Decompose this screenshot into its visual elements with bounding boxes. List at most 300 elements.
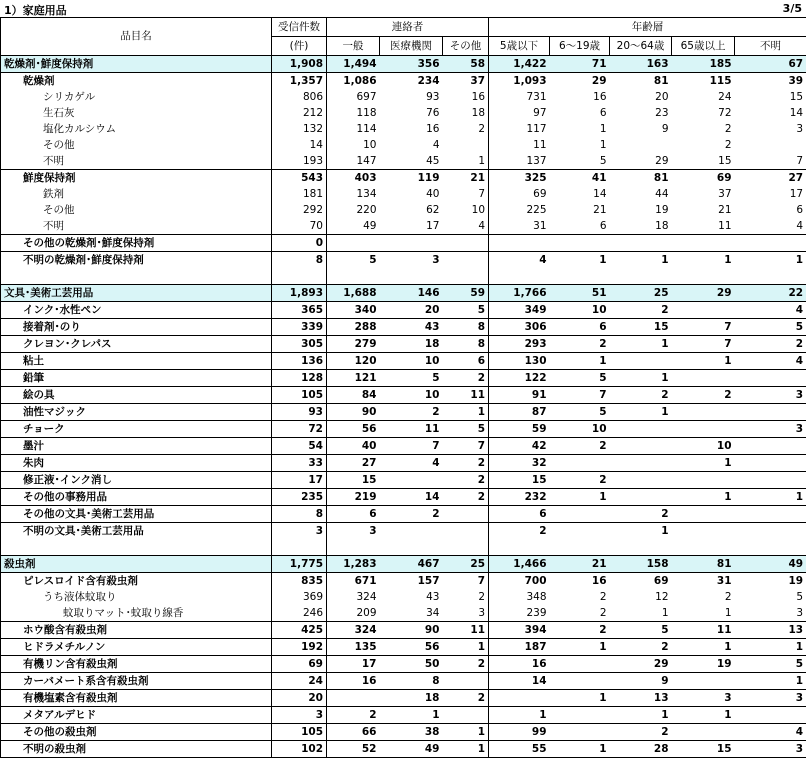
- value-cell: 67: [735, 56, 806, 73]
- value-cell: 15: [327, 472, 380, 489]
- value-cell: [550, 724, 610, 741]
- subcategory-row: [1, 741, 806, 758]
- value-cell: 697: [327, 89, 380, 105]
- value-cell: 51: [550, 285, 610, 302]
- value-cell: 21: [443, 170, 489, 187]
- value-cell: 2: [724, 122, 732, 135]
- value-cell: [550, 506, 610, 523]
- value-cell: 135: [327, 639, 380, 656]
- value-cell: [672, 472, 735, 489]
- subcategory-row: [1, 73, 806, 90]
- value-cell: [550, 656, 610, 673]
- value-cell: 7: [380, 438, 443, 455]
- value-cell: 132: [272, 121, 327, 137]
- item-name: 文具･美術工芸用品: [1, 285, 272, 302]
- item-name: 絵の具: [1, 387, 272, 404]
- value-cell: [550, 235, 610, 252]
- value-cell: 340: [327, 302, 380, 319]
- value-cell: 2: [380, 404, 443, 421]
- value-cell: 2: [443, 489, 489, 506]
- header-age-20-64: 20～64歳: [610, 37, 672, 56]
- value-cell: 17: [735, 186, 806, 202]
- value-cell: 10: [380, 353, 443, 370]
- value-cell: 33: [272, 455, 327, 472]
- value-cell: [550, 707, 610, 724]
- header-received-unit: (件): [272, 37, 327, 56]
- value-cell: 42: [489, 438, 550, 455]
- value-cell: 28: [610, 741, 672, 758]
- value-cell: 69: [653, 574, 669, 587]
- value-cell: 1: [550, 639, 610, 656]
- value-cell: [735, 370, 806, 387]
- value-cell: 72: [272, 421, 327, 438]
- value-cell: [672, 523, 735, 540]
- value-cell: 29: [610, 656, 672, 673]
- value-cell: 45: [426, 154, 440, 167]
- value-cell: 1: [443, 639, 489, 656]
- table-header: [1, 18, 806, 56]
- value-cell: 4: [735, 353, 806, 370]
- value-cell: [672, 404, 735, 421]
- value-cell: 105: [272, 724, 327, 741]
- value-cell: 2: [610, 387, 672, 404]
- item-name: 不明の乾燥剤･鮮度保持剤: [1, 252, 272, 269]
- item-name: その他の乾燥剤･鮮度保持剤: [1, 235, 272, 252]
- header-contact-medical: 医療機関: [380, 37, 443, 56]
- value-cell: [735, 137, 806, 153]
- value-cell: 121: [327, 370, 380, 387]
- value-cell: [610, 438, 672, 455]
- detail-row: [1, 105, 806, 121]
- value-cell: 2: [380, 506, 443, 523]
- value-cell: [610, 421, 672, 438]
- item-name: チョーク: [1, 421, 272, 438]
- subcategory-row: [1, 170, 806, 187]
- value-cell: [380, 235, 443, 252]
- value-cell: 14: [593, 187, 607, 200]
- value-cell: 2: [724, 590, 732, 603]
- detail-row: [1, 153, 806, 170]
- value-cell: 11: [489, 137, 550, 153]
- value-cell: 235: [272, 489, 327, 506]
- value-cell: 1: [672, 707, 735, 724]
- value-cell: 97: [489, 105, 550, 121]
- item-name: 鉄剤: [1, 186, 272, 202]
- value-cell: 2: [672, 387, 735, 404]
- value-cell: 2: [478, 122, 486, 135]
- value-cell: 69: [672, 170, 735, 187]
- value-cell: [735, 523, 806, 540]
- item-name: 有機塩素含有殺虫剤: [1, 690, 272, 707]
- value-cell: 731: [489, 89, 550, 105]
- value-cell: 102: [272, 741, 327, 758]
- value-cell: 1: [550, 252, 610, 269]
- subcategory-row: [1, 404, 806, 421]
- value-cell: 163: [610, 56, 672, 73]
- value-cell: 8: [272, 506, 327, 523]
- value-cell: 157: [417, 574, 440, 587]
- item-name: 不明: [1, 153, 272, 170]
- item-name: 生石灰: [1, 105, 272, 121]
- value-cell: 365: [272, 302, 327, 319]
- value-cell: 403: [327, 170, 380, 187]
- value-cell: 66: [327, 724, 380, 741]
- value-cell: 76: [426, 106, 440, 119]
- value-cell: 8: [443, 336, 489, 353]
- item-name: クレヨン･クレパス: [1, 336, 272, 353]
- value-cell: 16: [471, 90, 486, 103]
- value-cell: 3: [672, 690, 735, 707]
- value-cell: 23: [655, 106, 669, 119]
- value-cell: 9: [661, 122, 669, 135]
- value-cell: 2: [610, 639, 672, 656]
- item-name: うち液体蚊取り: [1, 589, 272, 605]
- section-title: 1）家庭用品: [4, 4, 67, 17]
- item-name: ヒドラメチルノン: [1, 639, 272, 656]
- value-cell: 14: [489, 673, 550, 690]
- value-cell: 2: [661, 303, 669, 316]
- value-cell: 700: [489, 573, 550, 590]
- value-cell: 20: [655, 90, 669, 103]
- value-cell: 114: [327, 121, 380, 137]
- value-cell: 21: [550, 556, 610, 573]
- value-cell: 212: [272, 105, 327, 121]
- value-cell: 12: [655, 590, 669, 603]
- subcategory-row: [1, 252, 806, 269]
- value-cell: 14: [380, 489, 443, 506]
- value-cell: 1: [610, 370, 672, 387]
- header-age-6-19: 6～19歳: [550, 37, 610, 56]
- value-cell: 69: [489, 186, 550, 202]
- value-cell: [672, 421, 735, 438]
- value-cell: 5: [599, 154, 607, 167]
- value-cell: 2: [550, 472, 610, 489]
- value-cell: 19: [655, 203, 669, 216]
- value-cell: 31: [489, 218, 550, 235]
- value-cell: 467: [380, 556, 443, 573]
- value-cell: 8: [272, 252, 327, 269]
- value-cell: 209: [327, 605, 380, 622]
- value-cell: 50: [380, 656, 443, 673]
- item-name: 蚊取りマット･蚊取り線香: [1, 605, 272, 622]
- value-cell: [735, 707, 806, 724]
- value-cell: [735, 438, 806, 455]
- value-cell: 1: [610, 336, 672, 353]
- value-cell: 5: [735, 319, 806, 336]
- value-cell: 158: [610, 556, 672, 573]
- item-name: 塩化カルシウム: [1, 121, 272, 137]
- value-cell: 16: [426, 122, 440, 135]
- value-cell: 62: [426, 203, 440, 216]
- value-cell: 40: [327, 438, 380, 455]
- value-cell: 27: [735, 170, 806, 187]
- value-cell: 81: [672, 556, 735, 573]
- value-cell: [672, 302, 735, 319]
- value-cell: 543: [272, 170, 327, 187]
- value-cell: 1: [550, 741, 610, 758]
- value-cell: 24: [272, 673, 327, 690]
- item-name: 鮮度保持剤: [1, 170, 272, 187]
- item-name: その他: [1, 202, 272, 218]
- subcategory-row: [1, 707, 806, 724]
- value-cell: 1,688: [327, 285, 380, 302]
- header-received: 受信件数: [272, 18, 327, 37]
- value-cell: [672, 370, 735, 387]
- value-cell: 16: [489, 656, 550, 673]
- item-name: インク･水性ペン: [1, 302, 272, 319]
- value-cell: 187: [489, 639, 550, 656]
- value-cell: 1: [724, 606, 732, 619]
- value-cell: 2: [443, 370, 489, 387]
- value-cell: 25: [443, 556, 489, 573]
- item-name: ホウ酸含有殺虫剤: [1, 622, 272, 639]
- header-age-unknown: 不明: [735, 37, 806, 56]
- value-cell: [380, 472, 443, 489]
- subcategory-row: [1, 421, 806, 438]
- category-row: [1, 556, 806, 573]
- value-cell: 40: [426, 187, 440, 200]
- page-header: [0, 0, 806, 17]
- value-cell: 6: [327, 506, 380, 523]
- value-cell: 1: [550, 353, 610, 370]
- value-cell: 6: [599, 106, 607, 119]
- item-name: 乾燥剤: [1, 73, 272, 90]
- value-cell: 49: [327, 218, 380, 235]
- value-cell: 31: [716, 574, 732, 587]
- subcategory-row: [1, 438, 806, 455]
- value-cell: 10: [471, 203, 486, 216]
- value-cell: 20: [272, 690, 327, 707]
- value-cell: 219: [327, 489, 380, 506]
- value-cell: 38: [380, 724, 443, 741]
- value-cell: 55: [489, 741, 550, 758]
- value-cell: 20: [424, 303, 440, 316]
- value-cell: 39: [735, 73, 806, 90]
- value-cell: 32: [489, 455, 550, 472]
- value-cell: 7: [672, 319, 735, 336]
- value-cell: 7: [443, 438, 489, 455]
- value-cell: 34: [426, 606, 440, 619]
- value-cell: 1,775: [272, 556, 327, 573]
- value-cell: 15: [735, 89, 806, 105]
- value-cell: 84: [327, 387, 380, 404]
- value-cell: 2: [489, 523, 550, 540]
- value-cell: 292: [272, 202, 327, 218]
- value-cell: 2: [443, 472, 489, 489]
- value-cell: 120: [327, 353, 380, 370]
- spacer-row: [1, 539, 806, 556]
- value-cell: 1,283: [327, 556, 380, 573]
- value-cell: 10: [550, 421, 610, 438]
- item-name: その他: [1, 137, 272, 153]
- value-cell: 18: [380, 336, 443, 353]
- value-cell: 232: [489, 489, 550, 506]
- value-cell: 19: [672, 656, 735, 673]
- value-cell: 1: [599, 138, 607, 151]
- value-cell: 10: [591, 303, 607, 316]
- value-cell: 29: [672, 285, 735, 302]
- value-cell: 1: [672, 353, 735, 370]
- value-cell: 425: [272, 622, 327, 639]
- spacer-row: [1, 268, 806, 285]
- value-cell: 17: [426, 219, 440, 232]
- value-cell: 1: [610, 252, 672, 269]
- item-name: 有機リン含有殺虫剤: [1, 656, 272, 673]
- value-cell: [735, 506, 806, 523]
- value-cell: 1: [672, 455, 735, 472]
- value-cell: 2: [550, 336, 610, 353]
- value-cell: 43: [426, 590, 440, 603]
- value-cell: 3: [272, 523, 327, 540]
- value-cell: 122: [489, 370, 550, 387]
- value-cell: 3: [735, 421, 806, 438]
- table-body: [1, 56, 806, 758]
- value-cell: 1,908: [272, 56, 327, 73]
- value-cell: [443, 137, 489, 153]
- value-cell: 1: [443, 404, 489, 421]
- value-cell: 1,357: [272, 73, 327, 90]
- subcategory-row: [1, 489, 806, 506]
- value-cell: 2: [610, 724, 672, 741]
- detail-row: [1, 186, 806, 202]
- value-cell: [443, 235, 489, 252]
- value-cell: 2: [735, 336, 806, 353]
- value-cell: 115: [709, 74, 732, 87]
- value-cell: [550, 523, 610, 540]
- value-cell: 7: [550, 387, 610, 404]
- value-cell: 6: [489, 506, 550, 523]
- subcategory-row: [1, 639, 806, 656]
- value-cell: [443, 252, 489, 269]
- item-name: 修正液･インク消し: [1, 472, 272, 489]
- value-cell: 4: [432, 138, 440, 151]
- value-cell: 339: [272, 319, 327, 336]
- value-cell: [443, 506, 489, 523]
- value-cell: [610, 235, 672, 252]
- item-name: その他の事務用品: [1, 489, 272, 506]
- value-cell: 6: [443, 353, 489, 370]
- value-cell: [380, 523, 443, 540]
- value-cell: 349: [489, 302, 550, 319]
- value-cell: 2: [599, 606, 607, 619]
- header-age-65plus: 65歳以上: [672, 37, 735, 56]
- value-cell: 14: [272, 137, 327, 153]
- value-cell: 3: [478, 606, 486, 619]
- value-cell: 4: [489, 252, 550, 269]
- value-cell: 49: [380, 741, 443, 758]
- value-cell: 11: [443, 387, 489, 404]
- value-cell: [550, 455, 610, 472]
- value-cell: 19: [735, 573, 806, 590]
- value-cell: 4: [735, 302, 806, 319]
- value-cell: 5: [380, 370, 443, 387]
- subcategory-row: [1, 573, 806, 590]
- subcategory-row: [1, 506, 806, 523]
- value-cell: 5: [477, 303, 486, 316]
- value-cell: 1,466: [489, 556, 550, 573]
- value-cell: 2: [327, 707, 380, 724]
- value-cell: 288: [327, 319, 380, 336]
- header-contact-general: 一般: [327, 37, 380, 56]
- value-cell: 117: [489, 121, 550, 137]
- value-cell: 1: [489, 707, 550, 724]
- value-cell: 3: [735, 741, 806, 758]
- value-cell: 11: [443, 622, 489, 639]
- value-cell: 185: [672, 56, 735, 73]
- value-cell: 2: [478, 590, 486, 603]
- value-cell: 22: [735, 285, 806, 302]
- value-cell: 1: [672, 252, 735, 269]
- value-cell: 24: [718, 90, 732, 103]
- subcategory-row: [1, 387, 806, 404]
- value-cell: 134: [327, 186, 380, 202]
- value-cell: 348: [489, 589, 550, 605]
- value-cell: 27: [327, 455, 380, 472]
- item-name: 朱肉: [1, 455, 272, 472]
- value-cell: 1,093: [489, 73, 550, 90]
- value-cell: 6: [599, 219, 607, 232]
- value-cell: 1,086: [327, 73, 380, 90]
- value-cell: 1,494: [327, 56, 380, 73]
- value-cell: 1: [735, 673, 806, 690]
- value-cell: 56: [380, 639, 443, 656]
- detail-row: [1, 121, 806, 137]
- value-cell: 4: [735, 218, 806, 235]
- value-cell: 70: [272, 218, 327, 235]
- value-cell: 1: [478, 154, 486, 167]
- value-cell: 16: [591, 574, 607, 587]
- value-cell: 3: [735, 605, 806, 622]
- value-cell: 90: [380, 622, 443, 639]
- value-cell: [735, 235, 806, 252]
- value-cell: 18: [471, 106, 486, 119]
- value-cell: 119: [380, 170, 443, 187]
- value-cell: 1: [735, 489, 806, 506]
- value-cell: 1: [443, 741, 489, 758]
- value-cell: [327, 690, 380, 707]
- detail-row: [1, 89, 806, 105]
- value-cell: [610, 137, 672, 153]
- value-cell: 72: [718, 106, 732, 119]
- value-cell: 3: [735, 387, 806, 404]
- value-cell: 192: [272, 639, 327, 656]
- value-cell: 17: [272, 472, 327, 489]
- header-age-under5: 5歳以下: [489, 37, 550, 56]
- value-cell: 806: [272, 89, 327, 105]
- value-cell: 87: [489, 404, 550, 421]
- value-cell: [672, 235, 735, 252]
- value-cell: 293: [489, 336, 550, 353]
- value-cell: 6: [550, 319, 610, 336]
- value-cell: 71: [550, 56, 610, 73]
- value-cell: 41: [550, 170, 610, 187]
- subcategory-row: [1, 673, 806, 690]
- value-cell: 59: [443, 285, 489, 302]
- value-cell: 52: [327, 741, 380, 758]
- value-cell: 1: [735, 639, 806, 656]
- value-cell: 59: [489, 421, 550, 438]
- value-cell: 181: [272, 186, 327, 202]
- value-cell: 44: [655, 187, 669, 200]
- value-cell: 6: [735, 202, 806, 218]
- value-cell: 1: [610, 523, 672, 540]
- value-cell: 306: [489, 319, 550, 336]
- value-cell: 2: [443, 455, 489, 472]
- value-cell: [610, 455, 672, 472]
- value-cell: 246: [272, 605, 327, 622]
- value-cell: [735, 455, 806, 472]
- item-name: 粘土: [1, 353, 272, 370]
